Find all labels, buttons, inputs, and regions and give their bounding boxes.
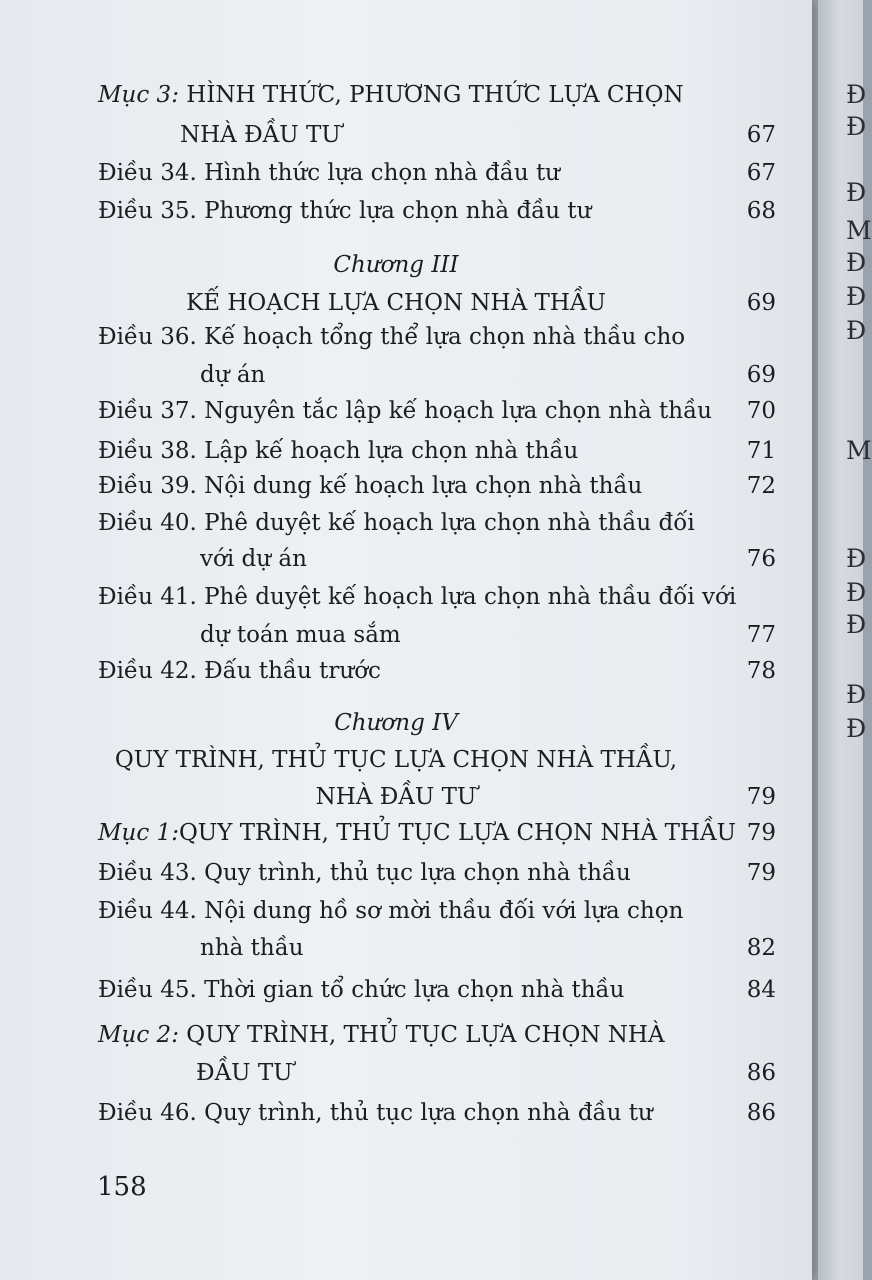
page-ref: 82 [746, 935, 776, 961]
section-title: HÌNH THỨC, PHƯƠNG THỨC LỰA CHỌN [186, 82, 684, 108]
page-ref: 69 [746, 290, 776, 316]
section-title: QUY TRÌNH, THỦ TỤC LỰA CHỌN NHÀ THẦU [178, 820, 736, 846]
section-title-continuation: NHÀ ĐẦU TƯ [180, 122, 341, 148]
toc-section-heading [98, 818, 736, 848]
toc-entry: Điều 46. Quy trình, thủ tục lựa chọn nhà đầu tư [98, 1100, 653, 1126]
page-ref: 72 [746, 473, 776, 499]
toc-entry: Điều 45. Thời gian tổ chức lựa chọn nhà thầu [98, 977, 625, 1003]
adjacent-page-glyph: Đ [846, 680, 867, 709]
toc-entry-continuation: nhà thầu [200, 935, 304, 961]
page-ref: 77 [746, 622, 776, 648]
toc-entry: Điều 38. Lập kế hoạch lựa chọn nhà thầu [98, 438, 579, 464]
chapter-title: QUY TRÌNH, THỦ TỤC LỰA CHỌN NHÀ THẦU, [114, 747, 678, 773]
page-ref: 70 [746, 398, 776, 424]
page-number: 158 [97, 1172, 147, 1202]
toc-entry: Điều 40. Phê duyệt kế hoạch lựa chọn nhà thầu đối [98, 510, 695, 536]
page-ref: 86 [746, 1100, 776, 1126]
chapter-title-continuation: NHÀ ĐẦU TƯ [315, 784, 477, 810]
section-title-continuation: ĐẦU TƯ [196, 1060, 293, 1086]
toc-entry: Điều 41. Phê duyệt kế hoạch lựa chọn nhà thầu đối với [98, 584, 737, 610]
page-ref: 67 [746, 122, 776, 148]
toc-entry-continuation: với dự án [200, 546, 307, 572]
adjacent-page-glyph: Đ [846, 714, 867, 743]
toc-entry: Điều 35. Phương thức lựa chọn nhà đầu tư [98, 198, 592, 224]
section-label: Mục 1: [98, 820, 179, 846]
toc-entry: Điều 37. Nguyên tắc lập kế hoạch lựa chọn nhà thầu [98, 398, 712, 424]
toc-entry-continuation: dự án [200, 362, 266, 388]
toc-section-heading [98, 1020, 665, 1050]
page-ref: 79 [746, 784, 776, 810]
chapter-title: KẾ HOẠCH LỰA CHỌN NHÀ THẦU [186, 290, 606, 316]
page-ref: 78 [746, 658, 776, 684]
adjacent-page-edge [818, 0, 872, 1280]
toc-entry-continuation: dự toán mua sắm [200, 622, 401, 648]
page-ref: 86 [746, 1060, 776, 1086]
chapter-label: Chương IV [334, 710, 458, 736]
adjacent-page-glyph: Đ [846, 544, 867, 573]
adjacent-page-glyph: M [846, 436, 872, 465]
toc-entry: Điều 42. Đấu thầu trước [98, 658, 381, 684]
page-ref: 68 [746, 198, 776, 224]
adjacent-page-glyph: Đ [846, 80, 867, 109]
page-ref: 79 [746, 820, 776, 846]
adjacent-page-glyph: Đ [846, 178, 867, 207]
page-ref: 79 [746, 860, 776, 886]
section-label: Mục 3: [98, 82, 179, 108]
adjacent-page-glyph: M [846, 216, 872, 245]
toc-section-heading [98, 80, 684, 110]
page-ref: 76 [746, 546, 776, 572]
adjacent-page-glyph: Đ [846, 610, 867, 639]
chapter-label: Chương III [333, 252, 459, 278]
section-label: Mục 2: [98, 1022, 179, 1048]
section-title: QUY TRÌNH, THỦ TỤC LỰA CHỌN NHÀ [186, 1022, 665, 1048]
toc-entry: Điều 39. Nội dung kế hoạch lựa chọn nhà thầu [98, 473, 643, 499]
page-ref: 71 [746, 438, 776, 464]
adjacent-page-glyph: Đ [846, 248, 867, 277]
adjacent-page-glyph: Đ [846, 282, 867, 311]
page-ref: 84 [746, 977, 776, 1003]
adjacent-page-glyph: Đ [846, 578, 867, 607]
toc-entry: Điều 34. Hình thức lựa chọn nhà đầu tư [98, 160, 560, 186]
page-ref: 69 [746, 362, 776, 388]
adjacent-page-glyph: Đ [846, 112, 867, 141]
toc-entry: Điều 36. Kế hoạch tổng thể lựa chọn nhà thầu cho [98, 324, 686, 350]
adjacent-page-glyph: Đ [846, 316, 867, 345]
toc-entry: Điều 43. Quy trình, thủ tục lựa chọn nhà thầu [98, 860, 631, 886]
page-ref: 67 [746, 160, 776, 186]
toc-entry: Điều 44. Nội dung hồ sơ mời thầu đối với lựa chọn [98, 898, 684, 924]
